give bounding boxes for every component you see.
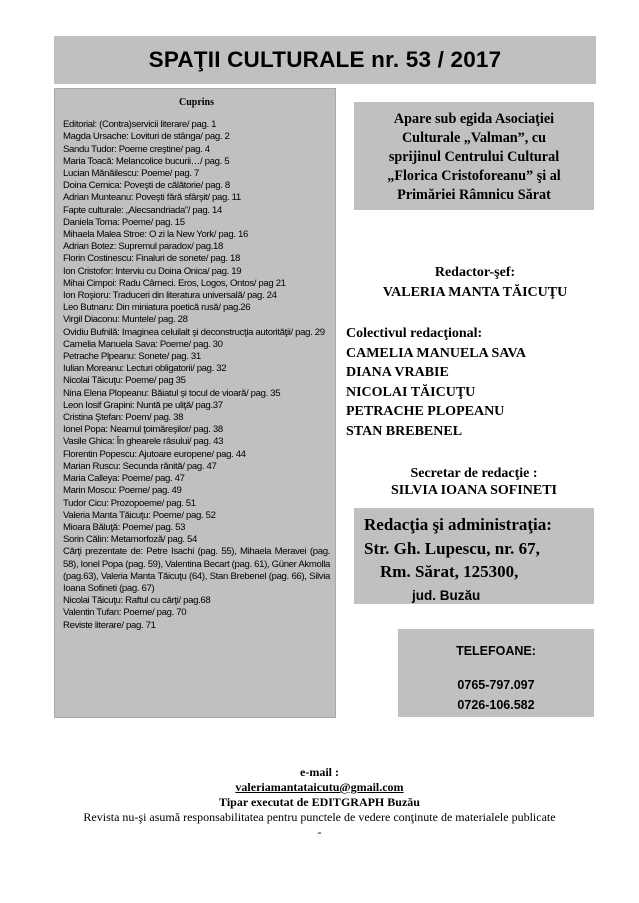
toc-entry: Maria Toacă: Melancolice bucurii…/ pag. 5 <box>63 155 230 167</box>
toc-entry: Ionel Popa: Neamul ţoimăreşilor/ pag. 38 <box>63 424 223 436</box>
toc-entry: Camelia Manuela Sava: Poeme/ pag. 30 <box>63 338 223 350</box>
address-line: Str. Gh. Lupescu, nr. 67, <box>364 538 540 558</box>
toc-entry: Lucian Mănăilescu: Poeme/ pag. 7 <box>63 168 199 180</box>
toc-entry: Nina Elena Plopeanu: Băiatul şi tocul de vioară/ pag. 35 <box>63 387 281 399</box>
toc-entry: Ovidiu Bufnilă: Imaginea celuilalt şi deconstrucţia autorităţii/ pag. 29 <box>63 326 325 338</box>
toc-entry: Doina Cernica: Poveşti de călătorie/ pag. 8 <box>63 180 230 192</box>
toc-entry: Adrian Munteanu: Poveşti fără sfârşit/ pag. 11 <box>63 192 241 204</box>
toc-entry: Fapte culturale: „Alecsandriada”/ pag. 14 <box>63 204 222 216</box>
toc-entry: Florentin Popescu: Ajutoare europene/ pag. 44 <box>63 448 246 460</box>
email-link[interactable]: valeriamantataicutu@gmail.com <box>235 780 404 794</box>
footer-dash: - <box>317 825 322 839</box>
secretar-name: SILVIA IOANA SOFINETI <box>391 483 557 498</box>
redactor-sef-name: VALERIA MANTA TĂICUŢU <box>382 285 568 300</box>
toc-entry: Maria Calleya: Poeme/ pag. 47 <box>63 473 185 485</box>
disclaimer: Revista nu-şi asumă responsabilitatea pentru punctele de vedere conţinute de materialele publicate <box>83 810 556 824</box>
toc-entry: Leo Butnaru: Din miniatura poetică rusă/ pag.26 <box>63 302 251 314</box>
table-of-contents <box>54 88 336 718</box>
toc-entry: Adrian Botez: Supremul paradox/ pag.18 <box>63 241 224 253</box>
phone-number: 0726-106.582 <box>457 698 535 712</box>
toc-entry: Ion Cristofor: Interviu cu Doina Onica/ pag. 19 <box>63 265 242 277</box>
address-line: Rm. Sărat, 125300, <box>380 562 519 581</box>
toc-entry: Ion Roşioru: Traduceri din literatura universală/ pag. 24 <box>63 290 277 302</box>
editorial-board-label: Colectivul redacţional: <box>346 326 483 341</box>
toc-entry: Editorial: (Contra)servicii literare/ pag. 1 <box>63 119 217 131</box>
toc-entry: Marian Ruscu: Secunda rănită/ pag. 47 <box>63 460 217 472</box>
toc-entry: Florin Costinescu: Finaluri de sonete/ pag. 18 <box>63 253 240 265</box>
toc-entry: Iulian Moreanu: Lecturi obligatorii/ pag. 32 <box>63 363 227 375</box>
redactor-sef-label: Redactor-şef: <box>434 265 516 280</box>
phones-label: TELEFOANE: <box>456 644 536 658</box>
toc-entry: Cărţi prezentate de: Petre Isachi (pag. 55), Mihaela Meravei (pag. 58), Ionel Popa (pag. 59), Valentina Becart (pag. 61), Güner Akmolla (pag.63), Valeria Manta Tăicuţu (64), Stan Brebenel (pag. 66), Silvia Ioana Sofineti (pag. 67) <box>63 546 330 594</box>
toc-entry: Mihaela Malea Stroe: O zi la New York/ pag. 16 <box>63 229 248 241</box>
magazine-title: SPAŢII CULTURALE nr. 53 / 2017 <box>54 36 596 84</box>
address-box <box>354 508 594 604</box>
address-line: Redacţia şi administraţia: <box>364 515 552 534</box>
toc-entry: Nicolai Tăicuţu: Raftul cu cărţi/ pag.68 <box>63 595 211 607</box>
toc-entry: Nicolai Tăicuţu: Poeme/ pag 35 <box>63 375 186 387</box>
toc-entry: Daniela Toma: Poeme/ pag. 15 <box>63 216 185 228</box>
toc-entry: Sorin Călin: Metamorfoză/ pag. 54 <box>63 534 198 546</box>
toc-entry: Virgil Diaconu: Muntele/ pag. 28 <box>63 314 188 326</box>
toc-entry: Tudor Cicu: Prozopoeme/ pag. 51 <box>63 497 196 509</box>
toc-entry: Mioara Băluţă: Poeme/ pag. 53 <box>63 521 186 533</box>
editorial-board-member: NICOLAI TĂICUŢU <box>346 384 476 400</box>
toc-entry: Magda Ursache: Lovituri de stânga/ pag. 2 <box>63 131 230 143</box>
printer-credit: Tipar executat de EDITGRAPH Buzău <box>219 795 420 809</box>
toc-entry: Vasile Ghica: În ghearele râsului/ pag. 43 <box>63 436 224 448</box>
toc-entry: Petrache Plpeanu: Sonete/ pag. 31 <box>63 351 201 363</box>
egida-line: „Florica Cristoforeanu” şi al <box>387 168 561 184</box>
toc-entry: Leon Iosif Grapini: Nuntă pe uliţă/ pag.37 <box>63 399 223 411</box>
phones-box <box>398 629 594 717</box>
toc-entry: Valeria Manta Tăicuţu: Poeme/ pag. 52 <box>63 509 216 521</box>
egida-line: Primăriei Râmnicu Sărat <box>397 187 551 203</box>
egida-box <box>354 102 594 210</box>
toc-entry: Sandu Tudor: Poeme creştine/ pag. 4 <box>63 143 210 155</box>
toc-entry: Valentin Tufan: Poeme/ pag. 70 <box>63 607 187 619</box>
phone-number: 0765-797.097 <box>457 678 535 692</box>
footer <box>60 765 579 840</box>
email-label: e-mail : <box>300 765 339 779</box>
editorial-board-member: DIANA VRABIE <box>346 365 449 380</box>
secretar-label: Secretar de redacţie : <box>410 466 538 481</box>
egida-line: Apare sub egida Asociaţiei <box>393 111 555 127</box>
editorial-board <box>346 324 616 441</box>
editorial-board-member: STAN BREBENEL <box>346 423 463 439</box>
toc-entry: Mihai Cimpoi: Radu Cârneci. Eros, Logos, Ontos/ pag 21 <box>63 277 286 289</box>
editorial-board-member: CAMELIA MANUELA SAVA <box>346 345 526 361</box>
editorial-board-member: PETRACHE PLOPEANU <box>346 404 505 419</box>
egida-line: sprijinul Centrului Cultural <box>388 149 560 165</box>
address-line: jud. Buzău <box>412 587 481 603</box>
egida-line: Culturale „Valman”, cu <box>401 130 547 146</box>
toc-entry: Marin Moscu: Poeme/ pag. 49 <box>63 485 182 497</box>
toc-heading: Cuprins <box>178 97 214 108</box>
toc-entry: Cristina Ştefan: Poem/ pag. 38 <box>63 412 184 424</box>
toc-entry: Reviste literare/ pag. 71 <box>63 619 156 631</box>
